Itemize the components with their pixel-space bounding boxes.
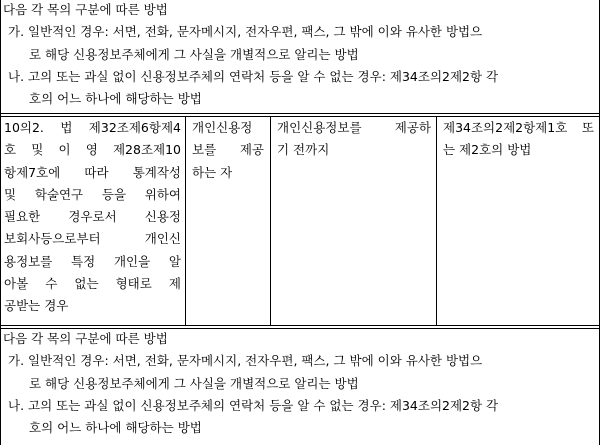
cell-line: 필요한 경우로서 신용정 [4, 209, 181, 225]
table-cell-method [443, 117, 594, 162]
bottom-item-na-line2: 호의 어느 하나에 해당하는 방법 [29, 420, 202, 436]
bottom-item-ga-line1: 가. 일반적인 경우: 서면, 전화, 문자메시지, 전자우편, 팩스, 그 밖에 이와 유사한 방법으 [8, 353, 483, 369]
table-rule [0, 113, 600, 114]
cell-line: 용정보를 특정 개인을 알 [4, 253, 181, 269]
cell-line: 하는 자 [192, 164, 233, 180]
table-cell-case [4, 117, 181, 318]
top-item-na-line1: 나. 고의 또는 과실 없이 신용정보주체의 연락처 등을 알 수 없는 경우: 제34조의2제2항 각 [8, 68, 499, 84]
bottom-heading: 다음 각 목의 구분에 따른 방법 [3, 331, 168, 346]
cell-line: 항제7호에 따라 통계작성 [4, 164, 181, 180]
cell-line: 개인신용정 [192, 120, 253, 135]
column-divider [436, 116, 437, 326]
cell-line: 공받는 경우 [4, 298, 69, 314]
bottom-item-ga-line2: 로 해당 신용정보주체에게 그 사실을 개별적으로 알리는 방법 [29, 375, 359, 391]
top-procedure-block [0, 0, 600, 110]
top-item-ga-line1: 가. 일반적인 경우: 서면, 전화, 문자메시지, 전자우편, 팩스, 그 밖에 이와 유사한 방법으 [8, 24, 483, 40]
cell-line: 개인신용정보를 제공하 [277, 120, 431, 135]
bottom-procedure-block [0, 328, 600, 439]
cell-line: 보회사등으로부터 개인신 [4, 231, 181, 247]
cell-line: 제34조의2제2항제1호 또 [443, 120, 594, 135]
cell-line: 기 전까지 [277, 142, 330, 158]
cell-line: 10의2. 법 제32조제6항제4 [4, 120, 181, 135]
cell-line: 는 제2호의 방법 [443, 142, 532, 158]
cell-line: 보를 제공 [192, 142, 264, 158]
cell-line: 아볼 수 없는 형태로 제 [4, 276, 181, 292]
table-cell-provider [192, 117, 264, 184]
bottom-item-na-line1: 나. 고의 또는 과실 없이 신용정보주체의 연락처 등을 알 수 없는 경우: 제34조의2제2항 각 [8, 397, 499, 413]
top-heading: 다음 각 목의 구분에 따른 방법 [3, 2, 168, 17]
table-rule [0, 325, 600, 326]
column-divider [185, 116, 186, 326]
top-item-na-line2: 호의 어느 하나에 해당하는 방법 [29, 91, 202, 107]
cell-line: 호 및 이 영 제28조제10 [4, 142, 181, 158]
top-item-ga-line2: 로 해당 신용정보주체에게 그 사실을 개별적으로 알리는 방법 [29, 46, 359, 62]
column-divider [270, 116, 271, 326]
cell-line: 및 학술연구 등을 위하여 [4, 186, 181, 202]
table-cell-timing [277, 117, 431, 162]
